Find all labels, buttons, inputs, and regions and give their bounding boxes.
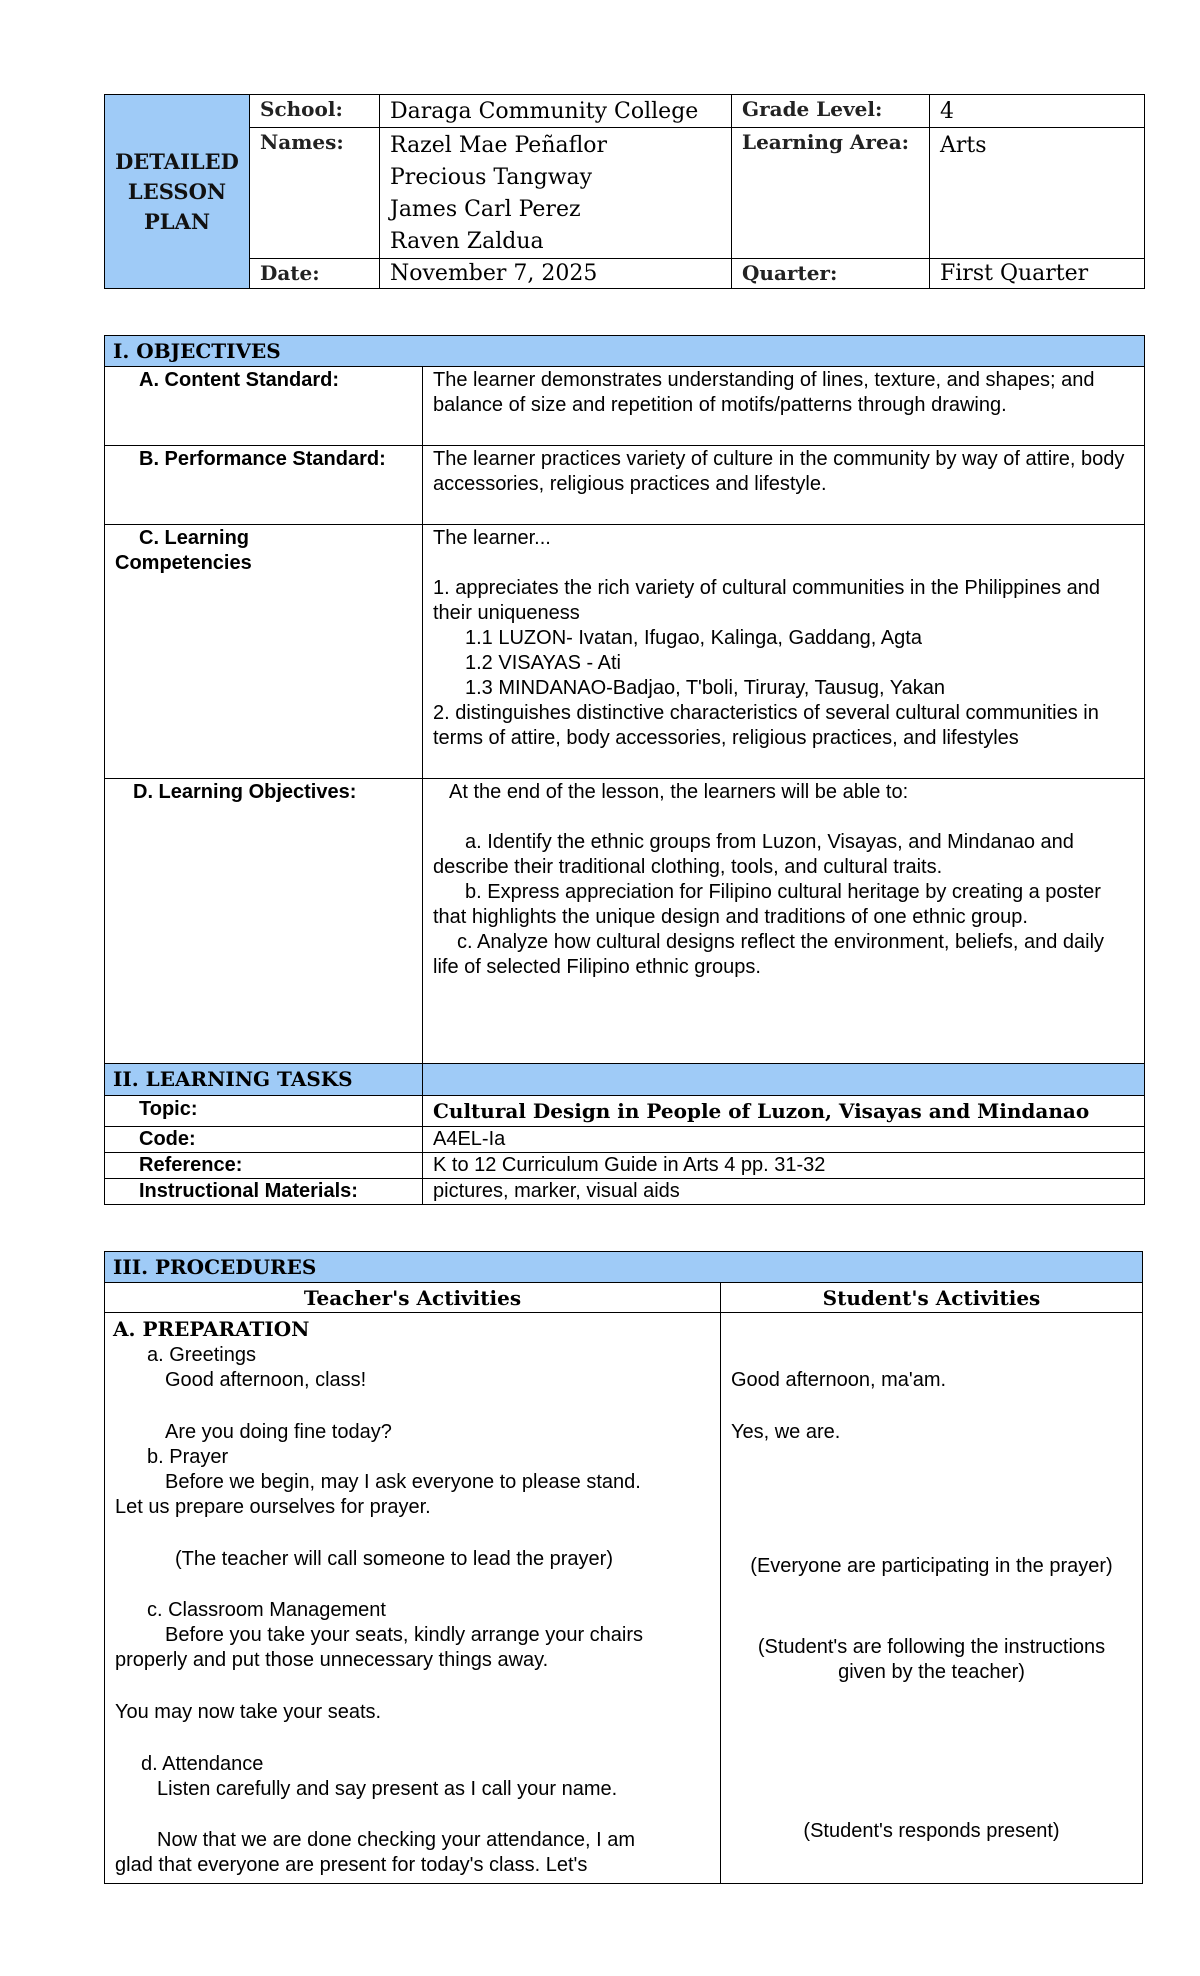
- student-column-header: Student's Activities: [721, 1283, 1143, 1313]
- attendance-label: d. Attendance: [141, 1753, 264, 1775]
- reference-label: Reference:: [105, 1153, 423, 1179]
- teacher-column-header: Teacher's Activities: [105, 1283, 721, 1313]
- name-item: James Carl Perez: [390, 197, 581, 222]
- teacher-line: Are you doing fine today?: [165, 1421, 392, 1443]
- competency-line: 1.2 VISAYAS - Ati: [465, 652, 621, 674]
- classroom-label: c. Classroom Management: [147, 1599, 386, 1621]
- competency-line: 1.1 LUZON- Ivatan, Ifugao, Kalinga, Gaddang, Agta: [465, 627, 922, 649]
- tasks-heading-blank: [423, 1064, 1145, 1096]
- code-label: Code:: [105, 1127, 423, 1153]
- date-value: November 7, 2025: [380, 259, 732, 289]
- code-value: A4EL-Ia: [423, 1127, 1145, 1153]
- student-line: Yes, we are.: [731, 1421, 841, 1443]
- student-activities-cell: [721, 1313, 1143, 1884]
- reference-value: K to 12 Curriculum Guide in Arts 4 pp. 31-32: [423, 1153, 1145, 1179]
- performance-standard-text: The learner practices variety of culture in the community by way of attire, body accessories, religious practices and lifestyle.: [423, 446, 1145, 525]
- name-item: Raven Zaldua: [390, 229, 544, 254]
- teacher-line: Let us prepare ourselves for prayer.: [115, 1496, 431, 1518]
- learning-objective-line: a. Identify the ethnic groups from Luzon, Visayas, and Mindanao and describe their traditional clothing, tools, and cultural traits.: [433, 831, 1080, 878]
- tasks-heading: II. LEARNING TASKS: [105, 1064, 423, 1096]
- greetings-label: a. Greetings: [147, 1344, 256, 1366]
- student-line: Good afternoon, ma'am.: [731, 1369, 947, 1391]
- topic-value: Cultural Design in People of Luzon, Visayas and Mindanao: [423, 1096, 1145, 1127]
- teacher-line: properly and put those unnecessary things away.: [115, 1649, 549, 1671]
- title-line: PLAN: [143, 208, 211, 234]
- topic-label: Topic:: [105, 1096, 423, 1127]
- performance-standard-label: B. Performance Standard:: [105, 446, 423, 525]
- quarter-value: First Quarter: [930, 259, 1145, 289]
- school-value: Daraga Community College: [380, 95, 732, 128]
- grade-label: Grade Level:: [732, 95, 930, 128]
- competencies-label: [105, 525, 423, 779]
- content-standard-text: The learner demonstrates understanding of lines, texture, and shapes; and balance of size and repetition of motifs/patterns through drawing.: [423, 367, 1145, 446]
- student-line: given by the teacher): [838, 1661, 1025, 1683]
- quarter-label: Quarter:: [732, 259, 930, 289]
- school-label: School:: [250, 95, 380, 128]
- prayer-label: b. Prayer: [147, 1446, 229, 1468]
- preparation-heading: A. PREPARATION: [113, 1317, 310, 1341]
- names-label: Names:: [250, 128, 380, 259]
- title-line: LESSON: [127, 178, 227, 204]
- learning-objective-line: b. Express appreciation for Filipino cultural heritage by creating a poster that highlights the unique design and traditions of one ethnic group.: [433, 881, 1107, 928]
- teacher-line: Now that we are done checking your attendance, I am: [157, 1829, 636, 1851]
- area-label: Learning Area:: [732, 128, 930, 259]
- title-line: DETAILED: [115, 148, 239, 174]
- objectives-heading: I. OBJECTIVES: [105, 336, 1145, 367]
- names-value: [380, 128, 732, 259]
- objectives-table: [104, 335, 1145, 1205]
- teacher-line: (The teacher will call someone to lead the prayer): [175, 1548, 613, 1570]
- competencies-label-line: C. Learning: [139, 527, 250, 549]
- competency-line: 2. distinguishes distinctive characteristics of several cultural communities in terms of attire, body accessories, religious practices, and lifestyles: [433, 702, 1105, 749]
- student-line: (Student's responds present): [803, 1820, 1060, 1842]
- materials-label: Instructional Materials:: [105, 1179, 423, 1205]
- teacher-line: Good afternoon, class!: [165, 1369, 367, 1391]
- competency-spacer: [433, 551, 1134, 576]
- competency-line: 1. appreciates the rich variety of cultural communities in the Philippines and their uniqueness: [433, 577, 1106, 624]
- procedures-heading: III. PROCEDURES: [105, 1252, 1143, 1283]
- area-value: Arts: [930, 128, 1145, 259]
- title-cell: [105, 95, 250, 289]
- grade-value: 4: [930, 95, 1145, 128]
- competencies-text: [423, 525, 1145, 779]
- teacher-activities-cell: [105, 1313, 721, 1884]
- teacher-line: Before we begin, may I ask everyone to please stand.: [165, 1471, 641, 1493]
- procedures-table: [104, 1251, 1143, 1884]
- competencies-label-line: Competencies: [115, 552, 252, 574]
- teacher-line: Before you take your seats, kindly arrange your chairs: [165, 1624, 644, 1646]
- teacher-line: You may now take your seats.: [115, 1701, 382, 1723]
- name-item: Razel Mae Peñaflor: [390, 133, 608, 158]
- teacher-line: Listen carefully and say present as I call your name.: [157, 1778, 618, 1800]
- content-standard-label: A. Content Standard:: [105, 367, 423, 446]
- date-label: Date:: [250, 259, 380, 289]
- learning-objectives-label: D. Learning Objectives:: [105, 779, 423, 1064]
- header-table: [104, 94, 1145, 289]
- learning-objective-line: At the end of the lesson, the learners will be able to:: [449, 781, 909, 803]
- student-line: (Everyone are participating in the prayer): [750, 1555, 1113, 1577]
- learning-objective-line: c. Analyze how cultural designs reflect the environment, beliefs, and daily life of selected Filipino ethnic groups.: [433, 931, 1110, 978]
- teacher-line: glad that everyone are present for today's class. Let's: [115, 1854, 588, 1876]
- competency-line: The learner...: [433, 527, 551, 549]
- learning-objectives-text: [423, 779, 1145, 1064]
- student-line: (Student's are following the instructions: [757, 1636, 1106, 1658]
- competency-line: 1.3 MINDANAO-Badjao, T'boli, Tiruray, Tausug, Yakan: [465, 677, 945, 699]
- name-item: Precious Tangway: [390, 165, 593, 190]
- materials-value: pictures, marker, visual aids: [423, 1179, 1145, 1205]
- learning-objective-spacer: [433, 805, 1134, 830]
